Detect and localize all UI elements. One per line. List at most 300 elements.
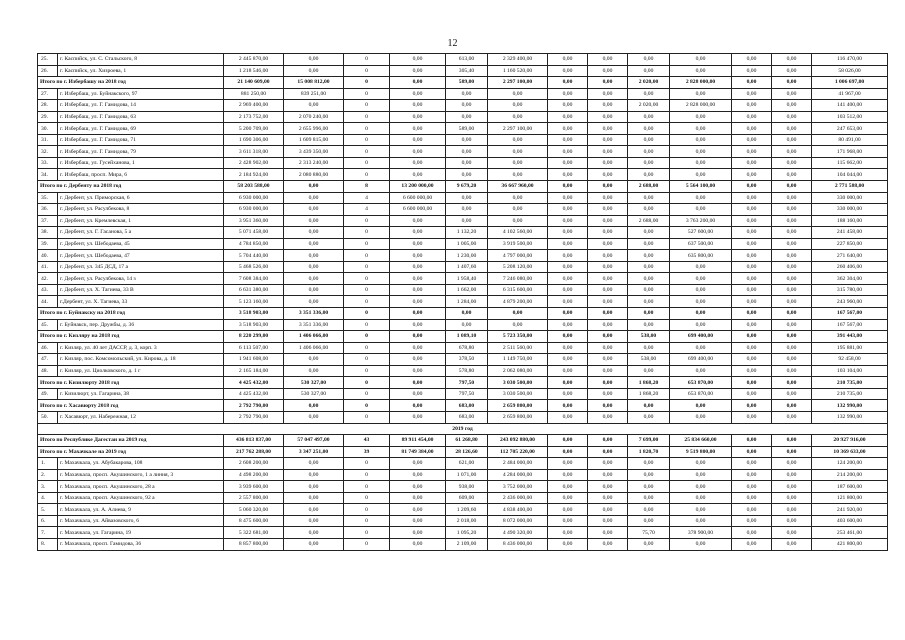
- document-sheet: [37, 53, 887, 551]
- value-cell: 3 439 350,00: [284, 146, 344, 158]
- row-number: 44.: [38, 296, 58, 308]
- value-cell: 0,00: [588, 100, 628, 112]
- value-cell: 0,00: [390, 111, 446, 123]
- value-cell: 0,00: [390, 157, 446, 169]
- value-cell: 0,00: [548, 469, 588, 481]
- table-row: [38, 504, 888, 516]
- value-cell: 0,00: [284, 458, 344, 470]
- value-cell: 0,00: [390, 342, 446, 354]
- value-cell: 0: [344, 111, 390, 123]
- value-cell: 9 679,20: [446, 181, 488, 193]
- value-cell: 436 813 837,00: [224, 435, 284, 447]
- value-cell: 0: [344, 481, 390, 493]
- value-cell: 0,00: [732, 458, 772, 470]
- value-cell: 247 653,00: [812, 123, 888, 135]
- row-number: 39.: [38, 238, 58, 250]
- value-cell: 1 868,20: [628, 377, 670, 389]
- value-cell: 2 080 880,00: [284, 169, 344, 181]
- value-cell: 0,00: [588, 169, 628, 181]
- value-cell: 0,00: [588, 481, 628, 493]
- value-cell: 0,00: [732, 146, 772, 158]
- value-cell: 0,00: [628, 308, 670, 320]
- value-cell: 6 631 380,00: [224, 284, 284, 296]
- value-cell: 0,00: [284, 527, 344, 539]
- total-label: Итого по г. Избербашу на 2018 год: [38, 77, 224, 89]
- value-cell: 378 900,00: [670, 527, 732, 539]
- value-cell: 0,00: [670, 458, 732, 470]
- value-cell: 5 071 458,00: [224, 227, 284, 239]
- address-cell: г. Каспийск, ул. Хизроева, 1: [58, 65, 224, 77]
- value-cell: 0,00: [732, 308, 772, 320]
- value-cell: 1 662,00: [446, 284, 488, 296]
- value-cell: 538,00: [628, 354, 670, 366]
- value-cell: 0,00: [548, 111, 588, 123]
- address-cell: г. Кизляр, пос. Комсомольский, ул. Кирова, д. 18: [58, 354, 224, 366]
- value-cell: 115 662,00: [812, 157, 888, 169]
- value-cell: 0,00: [670, 365, 732, 377]
- value-cell: 5 123 160,00: [224, 296, 284, 308]
- address-cell: г. Избербаш, ул. Г. Гамидова, 14: [58, 100, 224, 112]
- table-row: [38, 365, 888, 377]
- value-cell: 43: [344, 435, 390, 447]
- row-number: 29.: [38, 111, 58, 123]
- value-cell: 0,00: [732, 215, 772, 227]
- value-cell: 2 436 000,00: [488, 492, 548, 504]
- value-cell: 0,00: [488, 169, 548, 181]
- value-cell: 57 047 497,00: [284, 435, 344, 447]
- value-cell: 0,00: [390, 134, 446, 146]
- value-cell: 195 881,00: [812, 342, 888, 354]
- value-cell: 839 251,00: [284, 88, 344, 100]
- value-cell: 0,00: [732, 157, 772, 169]
- value-cell: 0,00: [446, 157, 488, 169]
- value-cell: 0,00: [772, 54, 812, 66]
- table-row: [38, 388, 888, 400]
- value-cell: 4 838 400,00: [488, 504, 548, 516]
- value-cell: 0,00: [732, 388, 772, 400]
- table-body: [38, 54, 888, 551]
- year-header-row: [38, 423, 888, 435]
- value-cell: 0,00: [732, 123, 772, 135]
- value-cell: 0,00: [732, 181, 772, 193]
- value-cell: 699 400,00: [670, 354, 732, 366]
- value-cell: 0,00: [548, 77, 588, 89]
- address-cell: г. Дербент, ул. Приморская, 6: [58, 192, 224, 204]
- value-cell: 0,00: [772, 100, 812, 112]
- value-cell: 0,00: [628, 515, 670, 527]
- value-cell: 2 297 100,00: [488, 77, 548, 89]
- value-cell: 0,00: [548, 354, 588, 366]
- address-cell: г. Махачкала, просп. Акушинского, 28 а: [58, 481, 224, 493]
- value-cell: 330 000,00: [812, 192, 888, 204]
- value-cell: 0,00: [670, 146, 732, 158]
- value-cell: 0: [344, 169, 390, 181]
- value-cell: 621,00: [446, 458, 488, 470]
- value-cell: 3 919 500,00: [488, 238, 548, 250]
- address-cell: г. Буйнакск, пер. Дружбы, д. 36: [58, 319, 224, 331]
- value-cell: 2 828 000,00: [670, 100, 732, 112]
- address-cell: г. Дербент, ул. Г. Гасанова, 5 а: [58, 227, 224, 239]
- value-cell: 315 780,00: [812, 284, 888, 296]
- value-cell: 210 735,00: [812, 388, 888, 400]
- value-cell: 0,00: [628, 227, 670, 239]
- value-cell: 0,00: [772, 446, 812, 458]
- value-cell: 0,00: [390, 411, 446, 423]
- value-cell: 2 771 588,00: [812, 181, 888, 193]
- value-cell: 8 475 600,00: [224, 515, 284, 527]
- value-cell: 1 406 066,00: [284, 342, 344, 354]
- address-cell: г. Избербаш, ул. Буйнакского, 97: [58, 88, 224, 100]
- value-cell: 0,00: [772, 77, 812, 89]
- value-cell: 0,00: [390, 169, 446, 181]
- value-cell: 4: [344, 204, 390, 216]
- value-cell: 0,00: [390, 261, 446, 273]
- value-cell: 2 484 000,00: [488, 458, 548, 470]
- value-cell: 0,00: [284, 65, 344, 77]
- value-cell: 0,00: [628, 296, 670, 308]
- value-cell: 0: [344, 65, 390, 77]
- value-cell: 0,00: [732, 527, 772, 539]
- value-cell: 2 655 996,00: [284, 123, 344, 135]
- value-cell: 0,00: [732, 238, 772, 250]
- value-cell: 3 351 336,00: [284, 308, 344, 320]
- value-cell: 112 705 220,00: [488, 446, 548, 458]
- value-cell: 0: [344, 492, 390, 504]
- value-cell: 0,00: [548, 134, 588, 146]
- value-cell: 0,00: [446, 88, 488, 100]
- value-cell: 0,00: [548, 65, 588, 77]
- value-cell: 0,00: [284, 273, 344, 285]
- value-cell: 0: [344, 319, 390, 331]
- value-cell: 0,00: [628, 284, 670, 296]
- value-cell: 210 735,00: [812, 377, 888, 389]
- value-cell: 0,00: [548, 411, 588, 423]
- value-cell: 4 425 432,00: [224, 388, 284, 400]
- address-cell: г. Махачкала, ул. А. Алиева, 9: [58, 504, 224, 516]
- value-cell: 0,00: [390, 400, 446, 412]
- value-cell: 5 723 350,00: [488, 331, 548, 343]
- table-row: [38, 411, 888, 423]
- value-cell: 89 911 454,00: [390, 435, 446, 447]
- value-cell: 1 230,00: [446, 250, 488, 262]
- value-cell: 0: [344, 342, 390, 354]
- value-cell: 0,00: [284, 365, 344, 377]
- value-cell: 0,00: [670, 54, 732, 66]
- value-cell: 0,00: [488, 134, 548, 146]
- value-cell: 0,00: [670, 134, 732, 146]
- value-cell: 132 990,00: [812, 411, 888, 423]
- value-cell: 0,00: [732, 88, 772, 100]
- value-cell: 0,00: [732, 111, 772, 123]
- value-cell: 241 920,00: [812, 504, 888, 516]
- value-cell: 0,00: [588, 458, 628, 470]
- value-cell: 362 304,00: [812, 273, 888, 285]
- value-cell: 0,00: [628, 146, 670, 158]
- value-cell: 0,00: [548, 284, 588, 296]
- value-cell: 1 209,60: [446, 504, 488, 516]
- value-cell: 0,00: [772, 111, 812, 123]
- value-cell: 0,00: [390, 515, 446, 527]
- value-cell: 171 968,00: [812, 146, 888, 158]
- value-cell: 0,00: [548, 377, 588, 389]
- value-cell: 797,50: [446, 388, 488, 400]
- address-cell: г. Избербаш, ул. Г. Гамидова, 63: [58, 111, 224, 123]
- value-cell: 0,00: [772, 157, 812, 169]
- value-cell: 0,00: [548, 181, 588, 193]
- table-row: [38, 354, 888, 366]
- value-cell: 0: [344, 215, 390, 227]
- value-cell: 81 749 384,00: [390, 446, 446, 458]
- value-cell: 0,00: [670, 157, 732, 169]
- total-row: [38, 308, 888, 320]
- value-cell: 7 699,00: [628, 435, 670, 447]
- value-cell: 0,00: [446, 215, 488, 227]
- value-cell: 1 941 608,00: [224, 354, 284, 366]
- table-row: [38, 54, 888, 66]
- value-cell: 124 200,00: [812, 458, 888, 470]
- value-cell: 0,00: [670, 504, 732, 516]
- value-cell: 0: [344, 238, 390, 250]
- value-cell: 2 062 080,00: [488, 365, 548, 377]
- value-cell: 0,00: [732, 273, 772, 285]
- value-cell: 0,00: [588, 273, 628, 285]
- value-cell: 0,00: [548, 331, 588, 343]
- value-cell: 0,00: [772, 123, 812, 135]
- value-cell: 41 967,00: [812, 88, 888, 100]
- table-row: [38, 469, 888, 481]
- value-cell: 0,00: [284, 261, 344, 273]
- value-cell: 637 500,00: [670, 238, 732, 250]
- value-cell: 0,00: [390, 504, 446, 516]
- value-cell: 0,00: [670, 65, 732, 77]
- value-cell: 0,00: [284, 250, 344, 262]
- value-cell: 2 969 400,00: [224, 100, 284, 112]
- row-number: 4.: [38, 492, 58, 504]
- value-cell: 635 800,00: [670, 250, 732, 262]
- table-row: [38, 204, 888, 216]
- value-cell: 0,00: [446, 111, 488, 123]
- value-cell: 0,00: [732, 319, 772, 331]
- value-cell: 0,00: [488, 146, 548, 158]
- row-number: 37.: [38, 215, 58, 227]
- value-cell: 0,00: [588, 446, 628, 458]
- value-cell: 0,00: [628, 342, 670, 354]
- value-cell: 1 609 815,00: [284, 134, 344, 146]
- value-cell: 4 284 000,00: [488, 469, 548, 481]
- total-label: Итого по г. Хасавюрту 2018 год: [38, 400, 224, 412]
- value-cell: 8 072 000,00: [488, 515, 548, 527]
- value-cell: 0,00: [588, 411, 628, 423]
- table-row: [38, 65, 888, 77]
- value-cell: 5 208 120,00: [488, 261, 548, 273]
- value-cell: 378,50: [446, 354, 488, 366]
- value-cell: 36 667 960,00: [488, 181, 548, 193]
- value-cell: 0,00: [548, 365, 588, 377]
- value-cell: 0: [344, 377, 390, 389]
- value-cell: 0,00: [548, 481, 588, 493]
- row-number: 5.: [38, 504, 58, 516]
- value-cell: 0,00: [628, 134, 670, 146]
- table-row: [38, 515, 888, 527]
- table-row: [38, 538, 888, 550]
- value-cell: 0,00: [588, 65, 628, 77]
- value-cell: 0,00: [670, 273, 732, 285]
- value-cell: 0,00: [628, 365, 670, 377]
- row-number: 32.: [38, 146, 58, 158]
- value-cell: 7 246 080,00: [488, 273, 548, 285]
- value-cell: 75,70: [628, 527, 670, 539]
- value-cell: 0,00: [772, 458, 812, 470]
- total-label: Итого по г. Махачкале на 2019 год: [38, 446, 224, 458]
- value-cell: 0,00: [732, 134, 772, 146]
- value-cell: 0,00: [588, 435, 628, 447]
- value-cell: 2 792 790,00: [224, 411, 284, 423]
- value-cell: 0: [344, 134, 390, 146]
- total-row: [38, 77, 888, 89]
- value-cell: 0,00: [548, 400, 588, 412]
- total-row: [38, 400, 888, 412]
- value-cell: 0: [344, 261, 390, 273]
- value-cell: 0,00: [670, 88, 732, 100]
- page-number: 12: [447, 38, 458, 49]
- value-cell: 0,00: [548, 88, 588, 100]
- value-cell: 0,00: [732, 100, 772, 112]
- value-cell: 0,00: [548, 146, 588, 158]
- value-cell: 0,00: [670, 492, 732, 504]
- value-cell: 421 800,00: [812, 538, 888, 550]
- value-cell: 0: [344, 296, 390, 308]
- value-cell: 403 600,00: [812, 515, 888, 527]
- row-number: 27.: [38, 88, 58, 100]
- value-cell: 214 200,00: [812, 469, 888, 481]
- value-cell: 0,00: [488, 157, 548, 169]
- value-cell: 0,00: [548, 527, 588, 539]
- value-cell: 0,00: [772, 331, 812, 343]
- total-row: [38, 435, 888, 447]
- value-cell: 227 850,00: [812, 238, 888, 250]
- value-cell: 5 060 320,00: [224, 504, 284, 516]
- value-cell: 0,00: [732, 192, 772, 204]
- value-cell: 0,00: [772, 492, 812, 504]
- value-cell: 0,00: [488, 192, 548, 204]
- value-cell: 61 268,80: [446, 435, 488, 447]
- value-cell: 0,00: [390, 492, 446, 504]
- value-cell: 3 752 000,00: [488, 481, 548, 493]
- value-cell: 0,00: [772, 504, 812, 516]
- value-cell: 121 800,00: [812, 492, 888, 504]
- address-cell: г. Избербаш, ул. Г. Гамидова, 69: [58, 123, 224, 135]
- value-cell: 0,00: [670, 469, 732, 481]
- value-cell: 6 113 507,00: [224, 342, 284, 354]
- value-cell: 0,00: [548, 169, 588, 181]
- table-row: [38, 296, 888, 308]
- value-cell: 0,00: [284, 538, 344, 550]
- value-cell: 2 184 924,00: [224, 169, 284, 181]
- value-cell: 0: [344, 538, 390, 550]
- value-cell: 0,00: [628, 204, 670, 216]
- value-cell: 1 005,00: [446, 238, 488, 250]
- value-cell: 0,00: [628, 504, 670, 516]
- value-cell: 589,00: [446, 123, 488, 135]
- value-cell: 0,00: [772, 238, 812, 250]
- value-cell: 1 006 697,00: [812, 77, 888, 89]
- value-cell: 0,00: [732, 411, 772, 423]
- value-cell: 0,00: [548, 296, 588, 308]
- value-cell: 589,00: [446, 77, 488, 89]
- value-cell: 0,00: [284, 204, 344, 216]
- row-number: 26.: [38, 65, 58, 77]
- value-cell: 0,00: [732, 169, 772, 181]
- value-cell: 0,00: [670, 308, 732, 320]
- total-row: [38, 331, 888, 343]
- value-cell: 0,00: [588, 527, 628, 539]
- value-cell: 0,00: [670, 123, 732, 135]
- value-cell: 0: [344, 227, 390, 239]
- value-cell: 0,00: [732, 65, 772, 77]
- row-number: 50.: [38, 411, 58, 423]
- value-cell: 0,00: [628, 123, 670, 135]
- address-cell: г. Махачкала, ул. Айвазовского, 6: [58, 515, 224, 527]
- value-cell: 0: [344, 469, 390, 481]
- value-cell: 0,00: [670, 319, 732, 331]
- value-cell: 141 400,00: [812, 100, 888, 112]
- value-cell: 243 092 880,00: [488, 435, 548, 447]
- value-cell: 0,00: [548, 538, 588, 550]
- value-cell: 0,00: [628, 273, 670, 285]
- value-cell: 1 406 066,00: [284, 331, 344, 343]
- value-cell: 0,00: [772, 515, 812, 527]
- value-cell: 2 445 870,00: [224, 54, 284, 66]
- table-row: [38, 192, 888, 204]
- value-cell: 20 927 916,00: [812, 435, 888, 447]
- value-cell: 0,00: [390, 458, 446, 470]
- value-cell: 0,00: [548, 54, 588, 66]
- value-cell: 0,00: [670, 169, 732, 181]
- value-cell: 0,00: [588, 192, 628, 204]
- value-cell: 243 960,00: [812, 296, 888, 308]
- address-cell: г. Каспийск, ул. С. Стальского, 8: [58, 54, 224, 66]
- value-cell: 0,00: [628, 88, 670, 100]
- row-number: 41.: [38, 261, 58, 273]
- value-cell: 683,00: [446, 400, 488, 412]
- value-cell: 305,40: [446, 65, 488, 77]
- address-cell: г. Хасавюрт, ул. Набережная, 12: [58, 411, 224, 423]
- value-cell: 2 020,00: [628, 100, 670, 112]
- value-cell: 0,00: [390, 354, 446, 366]
- value-cell: 0,00: [390, 538, 446, 550]
- value-cell: 0: [344, 88, 390, 100]
- value-cell: 0,00: [284, 192, 344, 204]
- value-cell: 0,00: [628, 54, 670, 66]
- capital-repair-table: [37, 53, 888, 551]
- value-cell: 260 406,00: [812, 261, 888, 273]
- value-cell: 1 407,60: [446, 261, 488, 273]
- value-cell: 0,00: [732, 481, 772, 493]
- value-cell: 0,00: [732, 446, 772, 458]
- value-cell: 0: [344, 146, 390, 158]
- value-cell: 0,00: [670, 411, 732, 423]
- value-cell: 4: [344, 192, 390, 204]
- value-cell: 2 109,00: [446, 538, 488, 550]
- value-cell: 0,00: [548, 227, 588, 239]
- value-cell: 0,00: [772, 134, 812, 146]
- row-number: 2.: [38, 469, 58, 481]
- value-cell: 7 608 384,00: [224, 273, 284, 285]
- value-cell: 0: [344, 400, 390, 412]
- value-cell: 0,00: [772, 273, 812, 285]
- value-cell: 0,00: [772, 388, 812, 400]
- value-cell: 4 784 850,00: [224, 238, 284, 250]
